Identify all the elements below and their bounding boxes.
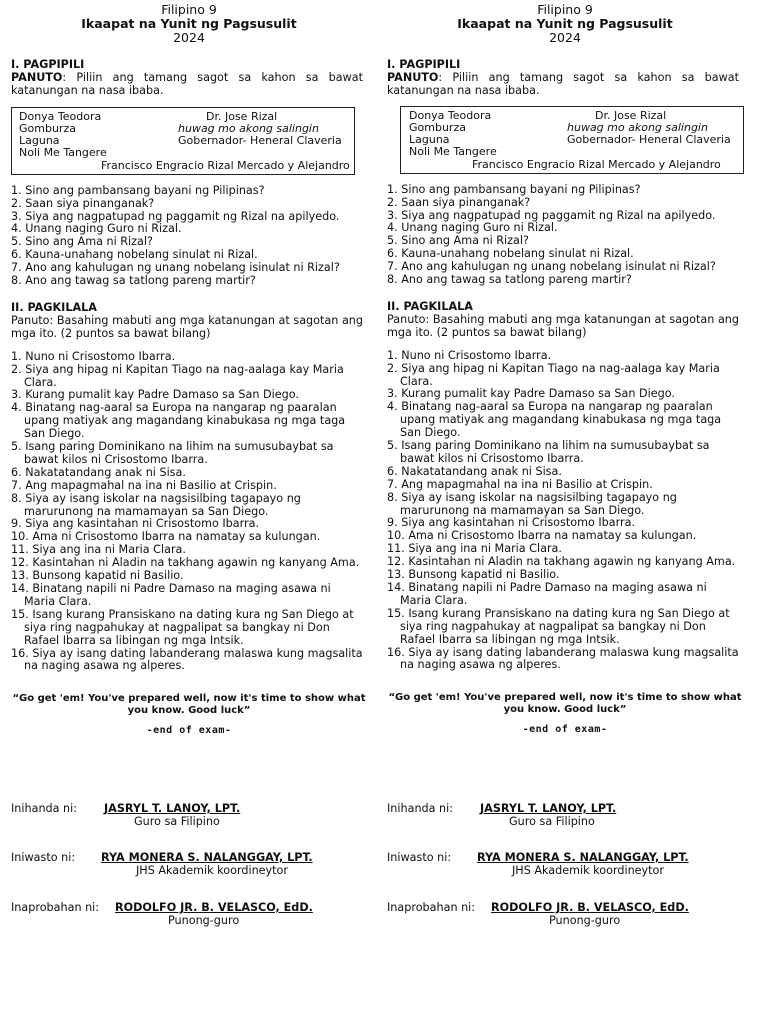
identification-item: 7. Ang mapagmahal na ina ni Basilio at Crispin. <box>387 477 653 491</box>
signature-name: RODOLFO JR. B. VELASCO, EdD. <box>115 901 313 914</box>
choice-item: Gobernador- Heneral Claveria <box>178 133 342 147</box>
identification-item: 6. Nakatatandang anak ni Sisa. <box>11 465 186 479</box>
signature-role: Iniwasto ni: <box>11 851 76 864</box>
identification-item: 13. Bunsong kapatid ni Basilio. <box>11 569 184 583</box>
identification-item: 11. Siya ang ina ni Maria Clara. <box>11 543 186 557</box>
question-item: 2. Saan siya pinanganak? <box>387 195 531 209</box>
section-instructions <box>11 72 363 98</box>
identification-item: 12. Kasintahan ni Aladin na takhang agawin ng kanyang Ama. <box>387 555 736 569</box>
question-item: 8. Ano ang tawag sa tatlong pareng martir? <box>387 273 632 287</box>
signature-role: Inihanda ni: <box>387 802 454 815</box>
identification-item: 3. Kurang pumalit kay Padre Damaso sa San Diego. <box>387 387 675 401</box>
identification-list <box>11 351 371 674</box>
instructions-label: PANUTO <box>387 70 439 84</box>
identification-item: 10. Ama ni Crisostomo Ibarra na namatay sa kulungan. <box>387 529 697 543</box>
exam-copy-right <box>387 0 747 1024</box>
choice-item: Gomburza <box>409 120 466 134</box>
signature-name: RYA MONERA S. NALANGGAY, LPT. <box>477 851 689 864</box>
choice-item: Dr. Jose Rizal <box>595 108 667 122</box>
instructions-label: PANUTO <box>11 70 63 84</box>
question-item: 8. Ano ang tawag sa tatlong pareng martir? <box>11 274 256 288</box>
exam-year: 2024 <box>173 30 205 45</box>
identification-item: 13. Bunsong kapatid ni Basilio. <box>387 568 560 582</box>
choice-item: Noli Me Tangere <box>19 145 107 159</box>
identification-item: 11. Siya ang ina ni Maria Clara. <box>387 542 562 556</box>
identification-item: 15. Isang kurang Pransiskano na dating kura ng San Diego at siya ring nagpahukay at nagpalipat sa bangkay ni Don Rafael Ibarra sa libingan ng mga Intsik. <box>11 607 354 647</box>
signature-position: JHS Akademik koordineytor <box>512 864 664 877</box>
choice-item: huwag mo akong salingin <box>178 121 319 135</box>
end-of-exam: -end of exam- <box>146 725 232 737</box>
question-list <box>387 184 747 287</box>
identification-item: 1. Nuno ni Crisostomo Ibarra. <box>387 348 552 362</box>
exam-year: 2024 <box>549 30 581 45</box>
signature-name: JASRYL T. LANOY, LPT. <box>480 802 617 815</box>
identification-item: 10. Ama ni Crisostomo Ibarra na namatay sa kulungan. <box>11 530 321 544</box>
signature-name: RODOLFO JR. B. VELASCO, EdD. <box>491 901 689 914</box>
identification-item: 16. Siya ay isang dating labanderang malaswa kung magsalita na naging asawa ng alperes. <box>11 646 363 673</box>
signature-position: Guro sa Filipino <box>134 815 220 828</box>
question-item: 1. Sino ang pambansang bayani ng Pilipinas? <box>11 183 265 197</box>
choice-item: Noli Me Tangere <box>409 144 497 158</box>
identification-item: 1. Nuno ni Crisostomo Ibarra. <box>11 349 176 363</box>
end-of-exam: -end of exam- <box>522 724 608 736</box>
choice-item: Laguna <box>19 133 60 147</box>
section-instructions <box>387 72 739 98</box>
choice-item: huwag mo akong salingin <box>567 120 708 134</box>
exam-header <box>11 0 367 45</box>
question-item: 4. Unang naging Guro ni Rizal. <box>11 222 182 236</box>
choice-item: Gomburza <box>19 121 76 135</box>
question-item: 5. Sino ang Ama ni Rizal? <box>11 235 153 249</box>
choice-item: Gobernador- Heneral Claveria <box>567 132 731 146</box>
exam-title: Ikaapat na Yunit ng Pagsusulit <box>81 16 297 31</box>
choice-item: Francisco Engracio Rizal Mercado y Alejandro <box>472 157 721 171</box>
exam-copy-left <box>11 0 371 1024</box>
identification-item: 9. Siya ang kasintahan ni Crisostomo Ibarra. <box>387 516 636 530</box>
section-instructions: Panuto: Basahing mabuti ang mga katanungan at sagotan ang mga ito. (2 puntos sa bawat bilang) <box>11 313 363 340</box>
question-item: 5. Sino ang Ama ni Rizal? <box>387 234 529 248</box>
section-heading-pagpipili: I. PAGPIPILI <box>387 58 461 71</box>
signature-role: Inaprobahan ni: <box>387 901 476 914</box>
question-item: 2. Saan siya pinanganak? <box>11 196 155 210</box>
exam-header <box>387 0 743 45</box>
instructions-text: : Piliin ang tamang sagot sa kahon sa bawat katanungan na nasa ibaba. <box>387 70 739 97</box>
signature-name: RYA MONERA S. NALANGGAY, LPT. <box>101 851 313 864</box>
identification-item: 5. Isang paring Dominikano na lihim na sumusubaybat sa bawat kilos ni Crisostomo Ibarra. <box>11 440 334 466</box>
choice-item: Laguna <box>409 132 450 146</box>
identification-item: 7. Ang mapagmahal na ina ni Basilio at Crispin. <box>11 478 277 492</box>
section-instructions: Panuto: Basahing mabuti ang mga katanungan at sagotan ang mga ito. (2 puntos sa bawat bilang) <box>387 312 739 339</box>
identification-item: 4. Binatang nag-aaral sa Europa na nangarap ng paaralan upang matiyak ang magandang kinabukasa ng mga taga San Diego. <box>11 401 346 441</box>
identification-item: 3. Kurang pumalit kay Padre Damaso sa San Diego. <box>11 388 299 402</box>
signature-position: Punong-guro <box>549 914 621 927</box>
identification-item: 9. Siya ang kasintahan ni Crisostomo Ibarra. <box>11 517 260 531</box>
identification-item: 8. Siya ay isang iskolar na nagsisilbing tagapayo ng marurunong na mamamayan sa San Diego. <box>387 490 677 517</box>
question-item: 3. Siya ang nagpatupad ng paggamit ng Rizal na apilyedo. <box>11 209 340 223</box>
identification-item: 16. Siya ay isang dating labanderang malaswa kung magsalita na naging asawa ng alperes. <box>387 645 739 672</box>
exam-subject: Filipino 9 <box>161 2 217 17</box>
question-list <box>11 185 371 288</box>
signature-position: Guro sa Filipino <box>509 815 595 828</box>
choice-item: Francisco Engracio Rizal Mercado y Alejandro <box>101 158 350 172</box>
identification-item: 2. Siya ang hipag ni Kapitan Tiago na nag-aalaga kay Maria Clara. <box>11 362 344 389</box>
question-item: 3. Siya ang nagpatupad ng paggamit ng Rizal na apilyedo. <box>387 208 716 222</box>
signature-role: Inaprobahan ni: <box>11 901 100 914</box>
choices-box <box>400 106 744 174</box>
identification-item: 8. Siya ay isang iskolar na nagsisilbing tagapayo ng marurunong na mamamayan sa San Diego. <box>11 491 301 518</box>
section-heading-pagpipili: I. PAGPIPILI <box>11 58 85 71</box>
identification-item: 12. Kasintahan ni Aladin na takhang agawin ng kanyang Ama. <box>11 556 360 570</box>
identification-item: 14. Binatang napili ni Padre Damaso na maging asawa ni Maria Clara. <box>11 582 331 608</box>
identification-item: 2. Siya ang hipag ni Kapitan Tiago na nag-aalaga kay Maria Clara. <box>387 361 720 388</box>
question-item: 6. Kauna-unahang nobelang sinulat ni Rizal. <box>387 247 634 261</box>
identification-item: 5. Isang paring Dominikano na lihim na sumusubaybat sa bawat kilos ni Crisostomo Ibarra. <box>387 439 710 465</box>
question-item: 6. Kauna-unahang nobelang sinulat ni Rizal. <box>11 248 258 262</box>
signature-role: Iniwasto ni: <box>387 851 452 864</box>
signature-position: Punong-guro <box>168 914 240 927</box>
question-item: 7. Ano ang kahulugan ng unang nobelang isinulat ni Rizal? <box>11 261 340 275</box>
identification-list <box>387 350 747 673</box>
choice-item: Donya Teodora <box>19 109 102 123</box>
identification-item: 15. Isang kurang Pransiskano na dating kura ng San Diego at siya ring nagpahukay at nagpalipat sa bangkay ni Don Rafael Ibarra sa libingan ng mga Intsik. <box>387 606 730 646</box>
instructions-text: : Piliin ang tamang sagot sa kahon sa bawat katanungan na nasa ibaba. <box>11 70 363 97</box>
identification-item: 14. Binatang napili ni Padre Damaso na maging asawa ni Maria Clara. <box>387 581 707 607</box>
signature-name: JASRYL T. LANOY, LPT. <box>104 802 241 815</box>
identification-item: 6. Nakatatandang anak ni Sisa. <box>387 464 562 478</box>
closing-quote: “Go get 'em! You've prepared well, now it's time to show what you know. Good luck” <box>388 692 742 716</box>
choice-item: Donya Teodora <box>409 108 492 122</box>
identification-item: 4. Binatang nag-aaral sa Europa na nangarap ng paaralan upang matiyak ang magandang kinabukasa ng mga taga San Diego. <box>387 400 722 440</box>
signature-position: JHS Akademik koordineytor <box>136 864 288 877</box>
exam-title: Ikaapat na Yunit ng Pagsusulit <box>457 16 673 31</box>
section-heading-pagkilala: II. PAGKILALA <box>387 299 473 313</box>
question-item: 7. Ano ang kahulugan ng unang nobelang isinulat ni Rizal? <box>387 260 716 274</box>
signature-role: Inihanda ni: <box>11 802 78 815</box>
exam-subject: Filipino 9 <box>537 2 593 17</box>
choice-item: Dr. Jose Rizal <box>206 109 278 123</box>
question-item: 1. Sino ang pambansang bayani ng Pilipinas? <box>387 182 641 196</box>
question-item: 4. Unang naging Guro ni Rizal. <box>387 221 558 235</box>
section-heading-pagkilala: II. PAGKILALA <box>11 300 97 314</box>
closing-quote: “Go get 'em! You've prepared well, now it's time to show what you know. Good luck” <box>12 693 366 717</box>
choices-box <box>11 107 355 175</box>
